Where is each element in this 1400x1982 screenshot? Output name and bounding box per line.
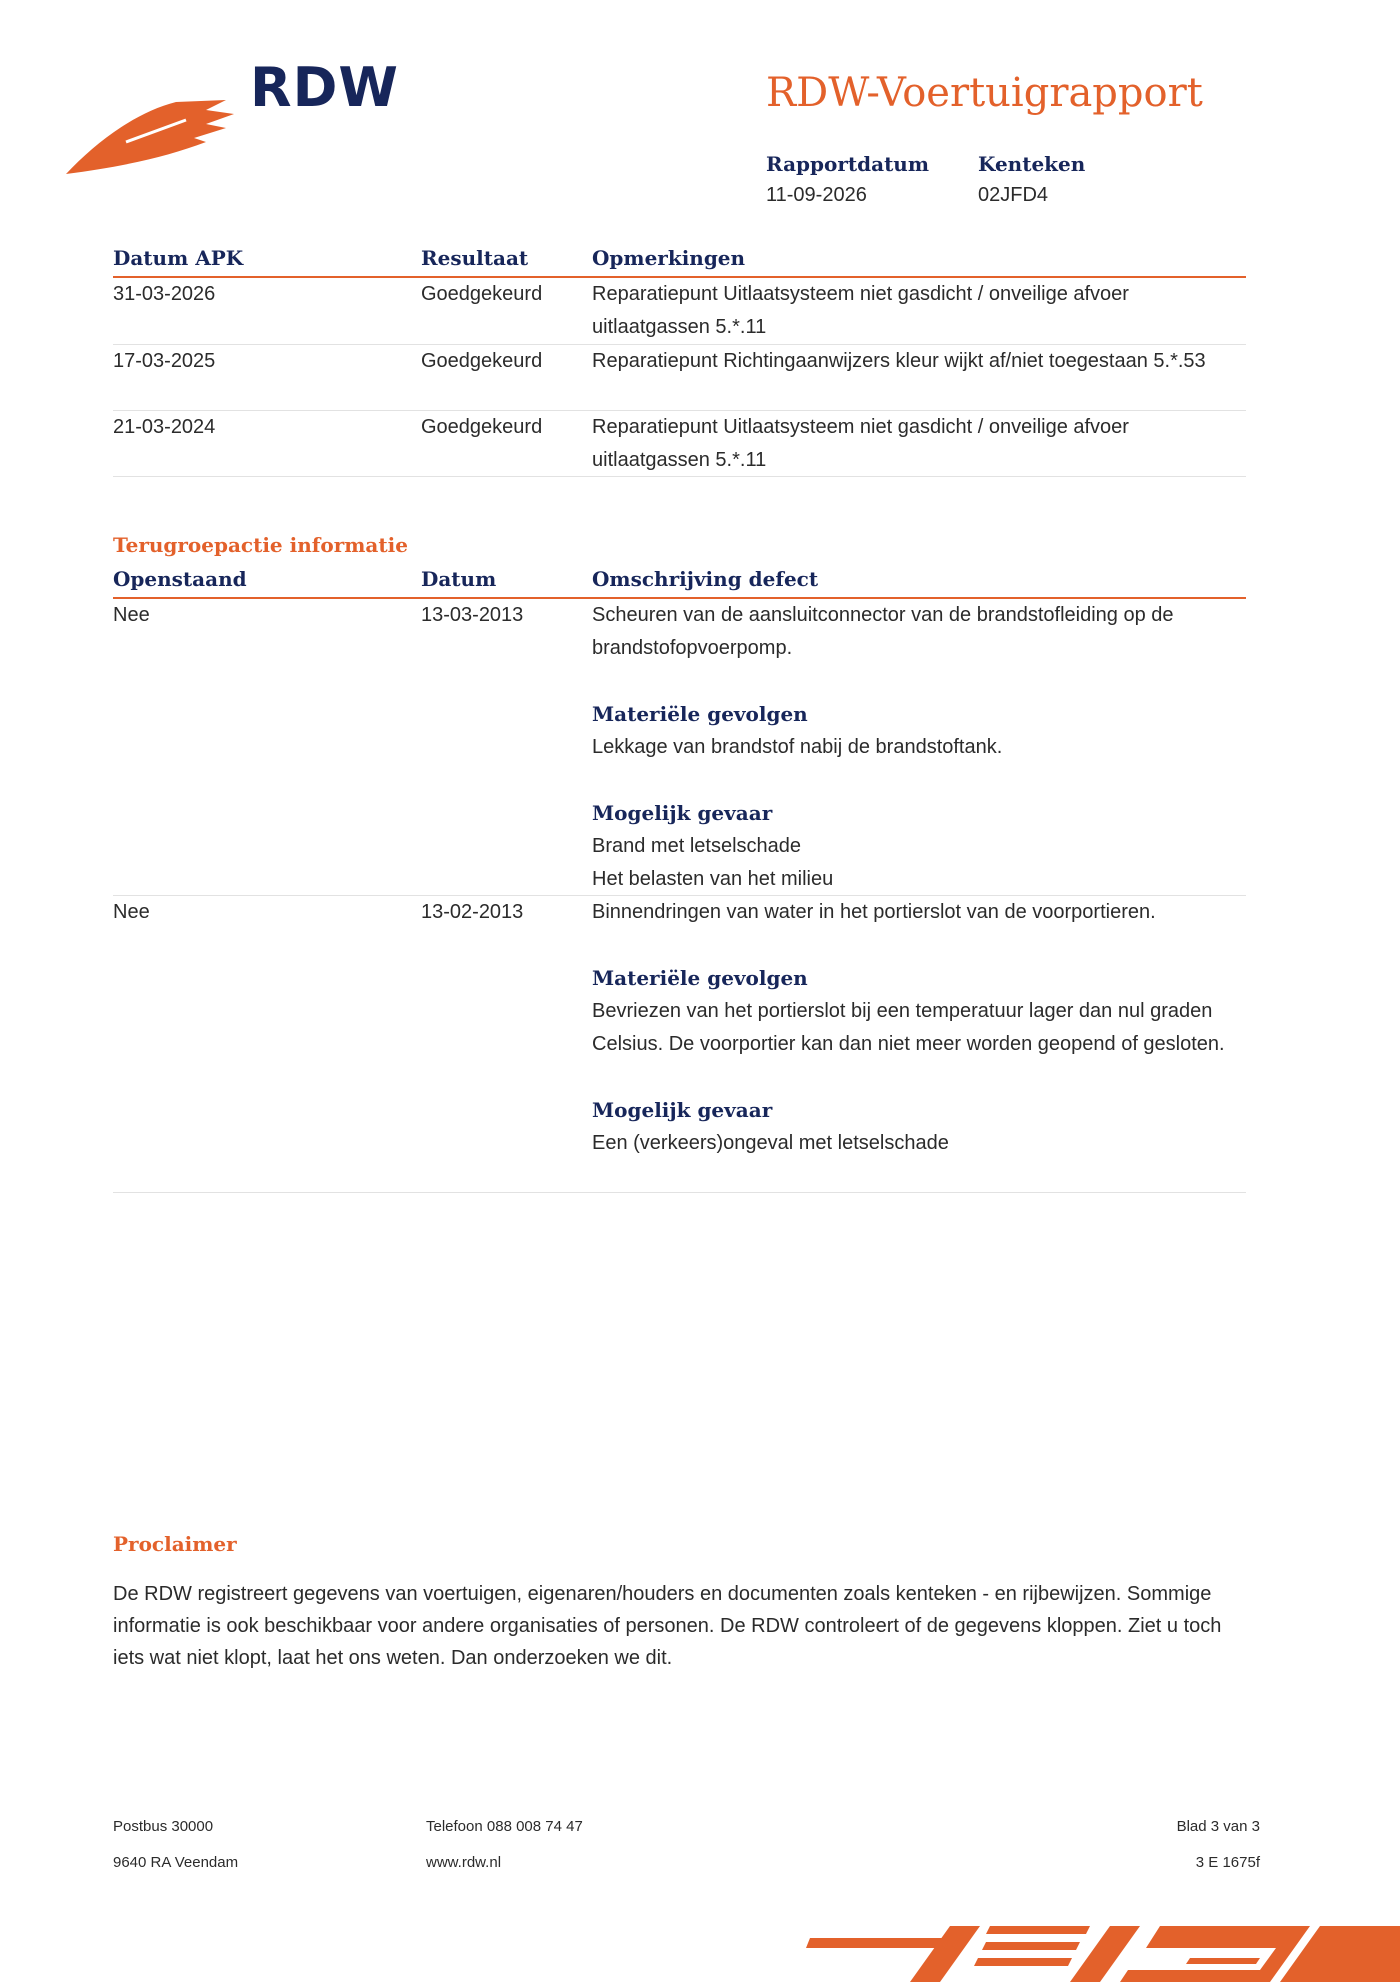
apk-resultaat: Goedgekeurd xyxy=(421,350,543,372)
mogelijk-gevaar-item: Brand met letselschade xyxy=(592,835,802,857)
recall-header-openstaand: Openstaand xyxy=(113,567,247,591)
recall-description xyxy=(592,599,1246,896)
table-row xyxy=(113,896,1246,1193)
mogelijk-gevaar-label: Mogelijk gevaar xyxy=(592,1098,773,1122)
apk-datum: 17-03-2025 xyxy=(113,350,216,372)
stripes-decoration-icon xyxy=(790,1918,1400,1982)
apk-opmerking: Reparatiepunt Richtingaanwijzers kleur wijkt af/niet toegestaan 5.*.53 xyxy=(592,350,1206,372)
logo-text: RDW xyxy=(250,56,399,119)
recall-table xyxy=(113,567,1246,1193)
apk-table xyxy=(113,246,1246,477)
apk-table-header xyxy=(113,246,1246,278)
recall-header-datum: Datum xyxy=(421,567,497,591)
recall-datum: 13-02-2013 xyxy=(421,901,524,923)
rapportdatum-value: 11-09-2026 xyxy=(766,184,867,206)
materiele-gevolgen-text: Lekkage van brandstof nabij de brandstoftank. xyxy=(592,736,1003,758)
apk-header-resultaat: Resultaat xyxy=(421,246,529,270)
apk-header-opmerkingen: Opmerkingen xyxy=(592,246,746,270)
kenteken-label: Kenteken xyxy=(978,152,1086,176)
apk-header-datum: Datum APK xyxy=(113,246,244,270)
recall-omschrijving: Scheuren van de aansluitconnector van de brandstofleiding op de brandstofopvoerpomp. xyxy=(592,604,1174,659)
footer-postbus: Postbus 30000 xyxy=(113,1818,214,1835)
recall-omschrijving: Binnendringen van water in het portierslot van de voorportieren. xyxy=(592,901,1156,923)
mogelijk-gevaar-item: Een (verkeers)ongeval met letselschade xyxy=(592,1132,949,1154)
mogelijk-gevaar-item: Het belasten van het milieu xyxy=(592,868,834,890)
footer-page: Blad 3 van 3 xyxy=(1176,1818,1260,1835)
apk-opmerking: Reparatiepunt Uitlaatsysteem niet gasdicht / onveilige afvoer uitlaatgassen 5.*.11 xyxy=(592,416,1129,471)
apk-resultaat: Goedgekeurd xyxy=(421,416,543,438)
materiele-gevolgen-text: Bevriezen van het portierslot bij een temperatuur lager dan nul graden Celsius. De voorportier kan dan niet meer worden geopend of gesloten. xyxy=(592,1000,1225,1055)
recall-table-header xyxy=(113,567,1246,599)
materiele-gevolgen-label: Materiële gevolgen xyxy=(592,966,808,990)
table-row xyxy=(113,599,1246,896)
footer-code: 3 E 1675f xyxy=(1195,1854,1260,1871)
recall-header-omschrijving: Omschrijving defect xyxy=(592,567,819,591)
apk-datum: 21-03-2024 xyxy=(113,416,216,438)
proclaimer-text: De RDW registreert gegevens van voertuigen, eigenaren/houders en documenten zoals kenteken - en rijbewijzen. Sommige informatie is ook beschikbaar voor andere organisaties of personen. De RDW controleert of de gegevens kloppen. Ziet u toch iets wat niet klopt, laat het ons weten. Dan onderzoeken we dit. xyxy=(113,1583,1222,1669)
apk-opmerking: Reparatiepunt Uitlaatsysteem niet gasdicht / onveilige afvoer uitlaatgassen 5.*.11 xyxy=(592,283,1129,338)
mogelijk-gevaar-label: Mogelijk gevaar xyxy=(592,801,773,825)
footer-address: 9640 RA Veendam xyxy=(113,1854,239,1871)
recall-datum: 13-03-2013 xyxy=(421,604,524,626)
table-row xyxy=(113,278,1246,345)
materiele-gevolgen-label: Materiële gevolgen xyxy=(592,702,808,726)
rapportdatum-label: Rapportdatum xyxy=(766,152,930,176)
footer-website: www.rdw.nl xyxy=(426,1854,502,1871)
table-row xyxy=(113,345,1246,411)
recall-openstaand: Nee xyxy=(113,901,150,923)
recall-description xyxy=(592,896,1246,1160)
apk-datum: 31-03-2026 xyxy=(113,283,216,305)
recall-section-title: Terugroepactie informatie xyxy=(113,533,408,557)
kenteken-value: 02JFD4 xyxy=(978,184,1049,206)
table-row xyxy=(113,411,1246,477)
report-title: RDW-Voertuigrapport xyxy=(766,70,1203,116)
apk-resultaat: Goedgekeurd xyxy=(421,283,543,305)
footer-telefoon: Telefoon 088 008 74 47 xyxy=(426,1818,583,1835)
proclaimer-title: Proclaimer xyxy=(113,1532,237,1556)
recall-openstaand: Nee xyxy=(113,604,150,626)
